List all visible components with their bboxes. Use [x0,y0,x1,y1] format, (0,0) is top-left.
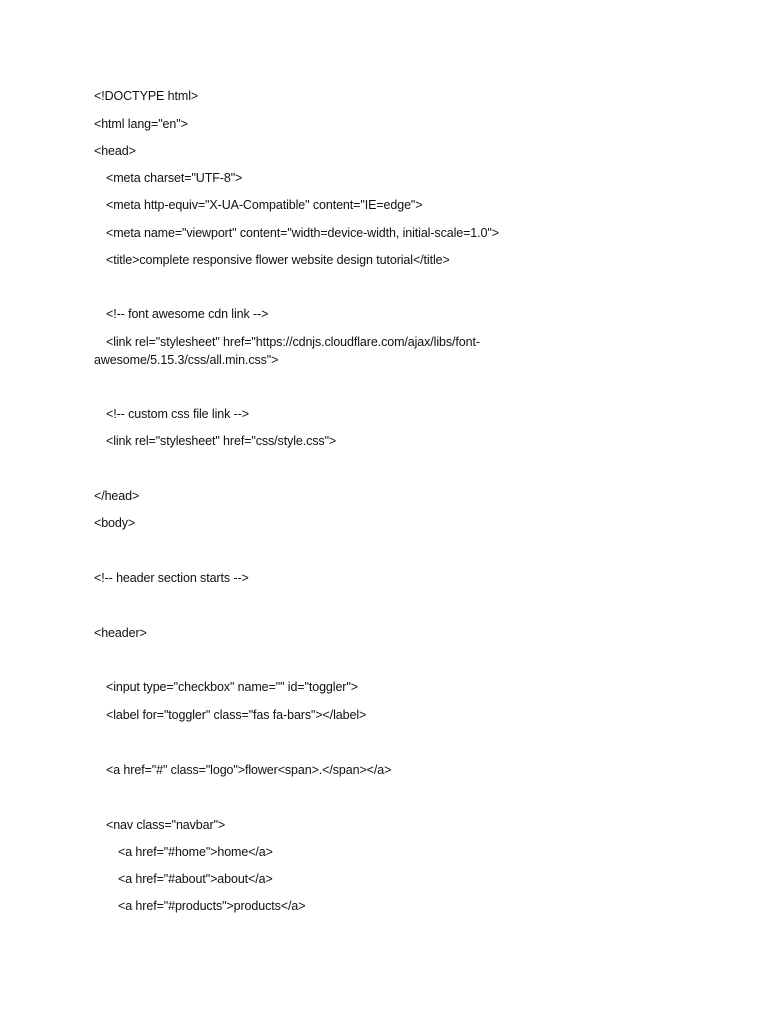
code-line-head-open: <head> [94,144,136,158]
code-line-toggler-input: <input type="checkbox" name="" id="toggler"> [106,680,358,694]
code-line-font-awesome-link-continued: awesome/5.15.3/css/all.min.css"> [94,353,279,367]
code-line-custom-css-comment: <!-- custom css file link --> [106,407,249,421]
code-line-logo-link: <a href="#" class="logo">flower<span>.</span></a> [106,763,392,777]
code-line-nav-products: <a href="#products">products</a> [118,899,306,913]
code-line-header-open: <header> [94,626,147,640]
code-line-title: <title>complete responsive flower website design tutorial</title> [106,253,450,267]
code-line-toggler-label: <label for="toggler" class="fas fa-bars"></label> [106,708,367,722]
code-line-body-open: <body> [94,516,136,530]
code-line-meta-charset: <meta charset="UTF-8"> [106,171,243,185]
code-line-meta-viewport: <meta name="viewport" content="width=device-width, initial-scale=1.0"> [106,226,499,240]
code-line-html-open: <html lang="en"> [94,117,188,131]
code-line-head-close: </head> [94,489,140,503]
code-line-nav-about: <a href="#about">about</a> [118,872,273,886]
code-line-header-comment: <!-- header section starts --> [94,571,249,585]
code-line-navbar-open: <nav class="navbar"> [106,818,226,832]
code-line-custom-css-link: <link rel="stylesheet" href="css/style.css"> [106,434,337,448]
code-line-font-awesome-link: <link rel="stylesheet" href="https://cdnjs.cloudflare.com/ajax/libs/font- [106,335,480,349]
code-line-nav-home: <a href="#home">home</a> [118,845,273,859]
code-line-doctype: <!DOCTYPE html> [94,89,199,103]
code-line-font-awesome-comment: <!-- font awesome cdn link --> [106,307,269,321]
code-line-meta-http-equiv: <meta http-equiv="X-UA-Compatible" content="IE=edge"> [106,198,423,212]
